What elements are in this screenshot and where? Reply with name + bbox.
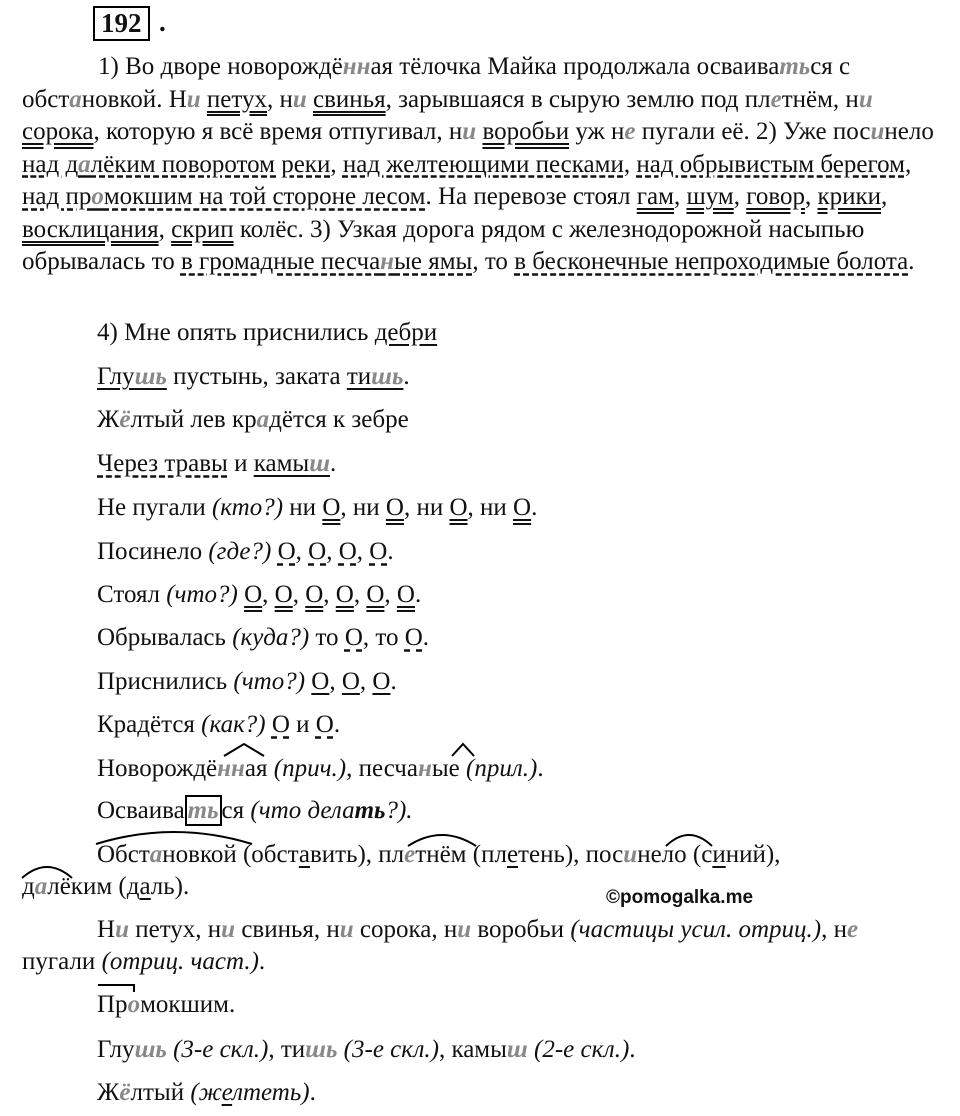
analysis-row-4: Обрывалась (куда?) то О, то О.: [97, 624, 430, 651]
suffix-mark-n: [450, 742, 476, 758]
analysis-row-6: Крадётся (как?) О и О.: [97, 711, 341, 738]
poem-line-3: Жёлтый лев крадётся к зебре: [97, 406, 409, 433]
watermark: ©pomogalka.me: [606, 887, 754, 908]
analysis-row-7: Новорождённая (прич.), песчаные (прил.).: [97, 755, 544, 782]
exercise-number-dot: .: [159, 7, 166, 37]
analysis-row-1: Не пугали (кто?) ни О, ни О, ни О, ни О.: [97, 494, 538, 521]
analysis-row-5: Приснились (что?) О, О, О.: [97, 668, 397, 695]
suffix-mark-nn: [222, 742, 266, 758]
analysis-row-15: Жёлтый (желтеть).: [97, 1079, 316, 1106]
analysis-row-8: Осваива ть ся (что делать?).: [97, 797, 413, 824]
analysis-row-11: Ни петух, ни свинья, ни сорока, ни воробьи (частицы усил. отриц.), не: [97, 916, 859, 943]
poem-line-1: 4) Мне опять приснились дебри: [97, 319, 438, 346]
analysis-row-12: пугали (отриц. част.).: [22, 948, 266, 975]
analysis-row-9: Обстановкой (обставить), плетнём (плетень), посинело (синий),: [97, 841, 781, 868]
poem-line-4: Через травы и камыш.: [97, 450, 337, 477]
analysis-row-2: Посинело (где?) О, О, О, О.: [97, 538, 394, 565]
analysis-row-13: Промокшим.: [97, 991, 236, 1018]
analysis-row-14: Глушь (3-е скл.), тишь (3-е скл.), камыш (2-е скл.).: [97, 1036, 636, 1063]
exercise-number: 192: [93, 6, 150, 41]
analysis-row-3: Стоял (что?) О, О, О, О, О, О.: [97, 581, 422, 608]
exercise-text: 1) Во дворе новорождённая тёлочка Майка продолжала осваиваться с обстановкой. Ни петух, ни свинья, зарывшаяся в сырую землю под плетнём, ни сорока, которую я всё время отпугивал, ни воробьи уж не пугали её. 2) Уже посинело над далёким поворотом реки, над желтеющими песками, над обрывистым берегом, над промокшим на той стороне лесом. На перевозе стоял гам, шум, говор, крики, восклицания, скрип колёс. 3) Узкая дорога рядом с железнодорожной насыпью обрывалась то в громадные песчаные ямы, то в бесконечные непроходимые болота.: [22, 53, 934, 275]
analysis-row-10: далёким (даль).: [22, 873, 190, 900]
poem-line-2: Глушь пустынь, заката тишь.: [97, 363, 410, 390]
